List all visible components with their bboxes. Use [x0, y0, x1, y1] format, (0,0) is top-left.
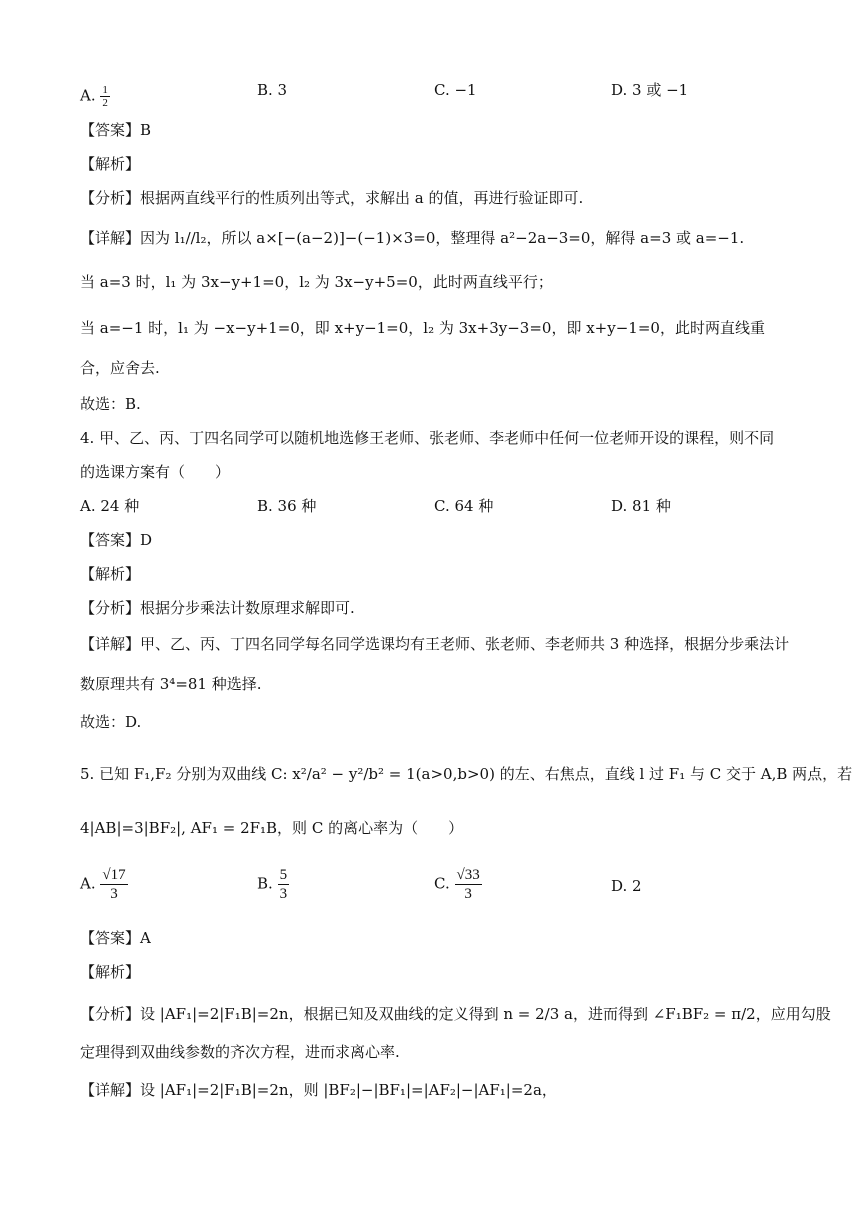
option-b [257, 866, 289, 903]
option-b: B. 3 [257, 81, 288, 99]
analysis-label: 【解析】 [80, 963, 141, 981]
answer-line: 【答案】A [80, 929, 151, 947]
analysis-summary-line-2: 定理得到双曲线参数的齐次方程，进而求离心率. [80, 1043, 400, 1061]
detail-line-1: 【详解】甲、乙、丙、丁四名同学每名同学选课均有王老师、张老师、李老师共 3 种选择，根据分步乘法计 [80, 635, 790, 653]
option-c-fraction [455, 866, 482, 903]
option-a-label: A. [80, 86, 96, 105]
choice-line: 故选：D. [80, 713, 142, 731]
analysis-summary-line-1: 【分析】设 |AF₁|=2|F₁B|=2n，根据已知及双曲线的定义得到 n = 2/3 a，进而得到 ∠F₁BF₂ = π/2，应用勾股 [80, 1005, 831, 1023]
analysis-label: 【解析】 [80, 155, 141, 173]
fraction-numerator: √33 [456, 867, 480, 883]
option-a [80, 866, 128, 903]
option-a-fraction [100, 866, 127, 903]
option-c [434, 866, 482, 903]
option-c: C. 64 种 [434, 497, 494, 515]
option-a: A. 24 种 [80, 497, 140, 515]
option-c-label: C. [434, 874, 450, 893]
option-c: C. −1 [434, 81, 477, 99]
case-line-2: 当 a=−1 时，l₁ 为 −x−y+1=0，即 x+y−1=0，l₂ 为 3x+3y−3=0，即 x+y−1=0，此时两直线重 [80, 319, 765, 337]
option-b: B. 36 种 [257, 497, 317, 515]
option-b-fraction [278, 866, 290, 903]
question-stem-line-2: 4|AB|=3|BF₂|, AF₁ = 2F₁B，则 C 的离心率为（ ） [80, 819, 464, 837]
analysis-summary: 【分析】根据两直线平行的性质列出等式，求解出 a 的值，再进行验证即可. [80, 189, 584, 207]
answer-line: 【答案】D [80, 531, 153, 549]
question-stem-line-2: 的选课方案有（ ） [80, 463, 231, 481]
option-d: D. 2 [611, 877, 642, 895]
fraction-denominator: 3 [279, 886, 288, 902]
detail-line: 【详解】设 |AF₁|=2|F₁B|=2n，则 |BF₂|−|BF₁|=|AF₂|−|AF₁|=2a， [80, 1081, 557, 1099]
detail-line-2: 数原理共有 3⁴=81 种选择. [80, 675, 262, 693]
option-d: D. 3 或 −1 [611, 81, 689, 99]
option-a [80, 84, 110, 109]
question-stem-line-1: 4. 甲、乙、丙、丁四名同学可以随机地选修王老师、张老师、李老师中任何一位老师开设的课程，则不同 [80, 429, 775, 447]
option-d: D. 81 种 [611, 497, 671, 515]
fraction-denominator: 3 [110, 886, 118, 902]
option-a-label: A. [80, 874, 96, 893]
fraction-numerator: 5 [279, 867, 288, 883]
answer-line: 【答案】B [80, 121, 152, 139]
fraction-numerator: 1 [102, 84, 108, 96]
analysis-summary: 【分析】根据分步乘法计数原理求解即可. [80, 599, 355, 617]
fraction-numerator: √17 [102, 867, 126, 883]
option-b-label: B. [257, 874, 273, 893]
question-stem-line-1: 5. 已知 F₁,F₂ 分别为双曲线 C: x²/a² − y²/b² = 1(a>0,b>0) 的左、右焦点，直线 l 过 F₁ 与 C 交于 A,B 两点，若 [80, 765, 853, 783]
fraction-denominator: 3 [464, 886, 472, 902]
case-line-2-cont: 合，应舍去. [80, 359, 160, 377]
detail-line: 【详解】因为 l₁//l₂，所以 a×[−(a−2)]−(−1)×3=0，整理得 a²−2a−3=0，解得 a=3 或 a=−1. [80, 229, 745, 247]
analysis-label: 【解析】 [80, 565, 141, 583]
fraction-denominator: 2 [102, 97, 108, 109]
option-a-fraction [100, 84, 110, 109]
choice-line: 故选：B. [80, 395, 141, 413]
case-line-1: 当 a=3 时，l₁ 为 3x−y+1=0，l₂ 为 3x−y+5=0，此时两直线平行； [80, 273, 553, 291]
